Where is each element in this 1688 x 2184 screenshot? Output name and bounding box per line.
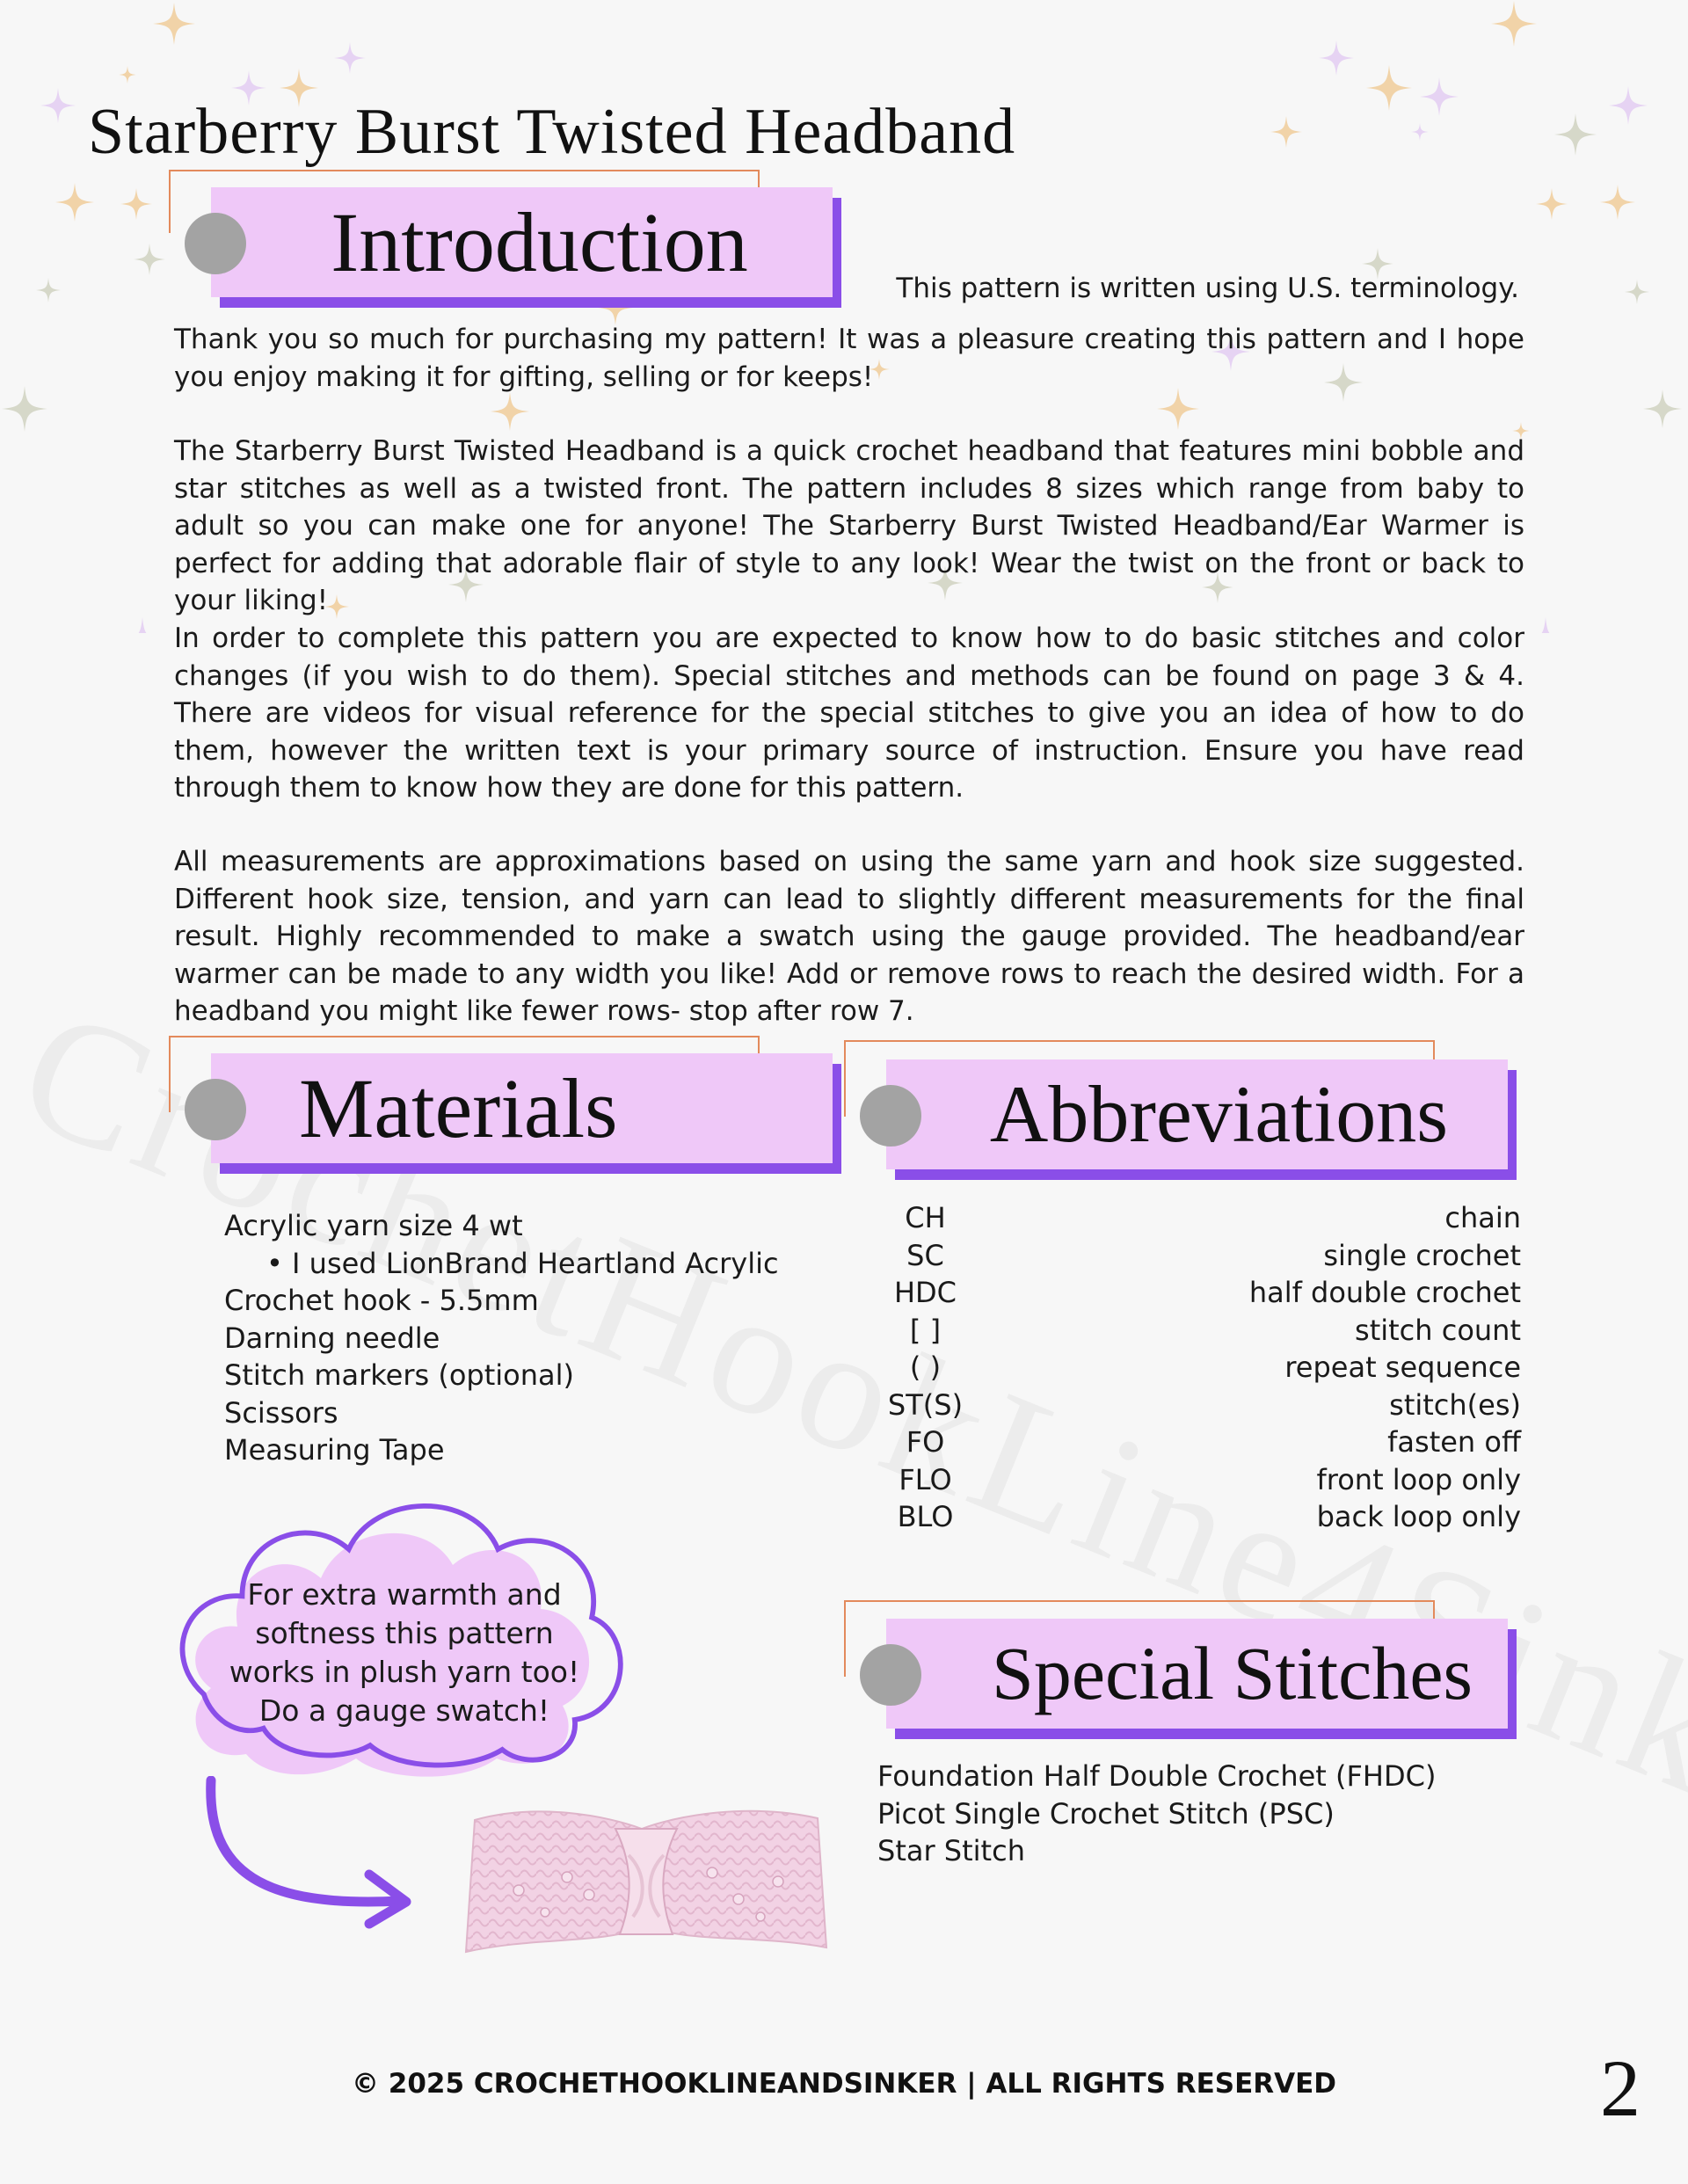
abbreviations-table	[875, 1199, 1521, 1536]
material-item: Stitch markers (optional)	[224, 1358, 575, 1392]
material-item: Measuring Tape	[224, 1433, 445, 1467]
special-stitch-item: Foundation Half Double Crochet (FHDC)	[877, 1759, 1437, 1793]
abbreviation: FLO	[899, 1462, 952, 1496]
abbreviations-heading: Abbreviations	[886, 1059, 1508, 1169]
abbreviation: SC	[906, 1238, 944, 1272]
abbreviation: FO	[906, 1425, 945, 1459]
special-stitch-item: Star Stitch	[877, 1834, 1025, 1867]
abbreviation: [ ]	[909, 1313, 942, 1347]
abbreviation-meaning: front loop only	[1316, 1462, 1521, 1496]
abbreviation: ( )	[909, 1350, 942, 1384]
abbreviation-meaning: half double crochet	[1248, 1276, 1521, 1309]
abbreviation-row	[875, 1274, 1521, 1312]
intro-paragraph: All measurements are approximations based on using the same yarn and hook size suggested. Different hook size, tension, and yarn can lead to slightly different measurements for the final result. Highly recommended to make a swatch using the gauge provided. The headband/ear warmer can be made to any width you like! Add or remove rows to reach the desired width. For a headband you might like fewer rows- stop after row 7.	[174, 846, 1524, 1027]
special-stitch-item: Picot Single Crochet Stitch (PSC)	[877, 1796, 1335, 1831]
intro-paragraph: The Starberry Burst Twisted Headband is a quick crochet headband that features mini bobble and star stitches as well as a twisted front. The pattern includes 8 sizes which range from baby to adult so you can make one for anyone! The Starberry Burst Twisted Headband/Ear Warmer is perfect for adding that adorable flair of style to any look! Wear the twist on the front or back to your liking!	[174, 435, 1524, 616]
abbreviation-row	[875, 1312, 1521, 1350]
abbreviation-row	[875, 1423, 1521, 1461]
materials-heading: Materials	[211, 1053, 833, 1163]
material-item: Crochet hook - 5.5mm	[224, 1284, 539, 1317]
copyright-footer: © 2025 CROCHETHOOKLINEANDSINKER | ALL RIGHTS RESERVED	[351, 2068, 1337, 2100]
abbreviation-row	[875, 1199, 1521, 1237]
special-stitches-heading: Special Stitches	[886, 1619, 1508, 1729]
headband-photo	[457, 1794, 844, 1969]
abbreviation-row	[875, 1349, 1521, 1387]
abbreviation-meaning: back loop only	[1316, 1500, 1521, 1533]
intro-paragraph: Thank you so much for purchasing my pattern! It was a pleasure creating this pattern and I hope you enjoy making it for gifting, selling or for keeps!	[174, 324, 1524, 393]
materials-list	[224, 1207, 779, 1469]
page-number: 2	[1600, 2043, 1641, 2133]
abbreviation: HDC	[893, 1276, 957, 1309]
abbreviation-meaning: single crochet	[1323, 1238, 1521, 1272]
intro-heading: Introduction	[211, 187, 833, 297]
bullet-dot	[860, 1085, 921, 1147]
abbreviation-row	[875, 1387, 1521, 1424]
special-stitches-list	[877, 1758, 1436, 1870]
abbreviation-meaning: chain	[1444, 1201, 1521, 1234]
abbreviation: CH	[905, 1201, 946, 1234]
abbreviation-meaning: stitch count	[1355, 1313, 1521, 1347]
intro-paragraph: In order to complete this pattern you are expected to know how to do basic stitches and color changes (if you wish to do them). Special stitches and methods can be found on page 3 & 4. There are videos for visual reference for the special stitches to give you an idea of how to do them, however the written text is your primary source of instruction. Ensure you have read through them to know how they are done for this pattern.	[174, 622, 1524, 804]
bullet-dot	[185, 213, 246, 274]
curved-arrow-icon	[193, 1776, 422, 1934]
material-item: Scissors	[224, 1395, 338, 1430]
abbreviation-row	[875, 1461, 1521, 1499]
abbreviation-meaning: stitch(es)	[1389, 1387, 1521, 1422]
abbreviation-row	[875, 1498, 1521, 1536]
tip-text: For extra warmth and softness this pattern works in plush yarn too! Do a gauge swatch!	[229, 1577, 580, 1728]
abbreviation: ST(S)	[887, 1387, 964, 1422]
abbreviation-meaning: repeat sequence	[1284, 1350, 1521, 1384]
bullet-dot	[185, 1079, 246, 1140]
bullet-dot	[860, 1644, 921, 1706]
abbreviation-meaning: fasten off	[1387, 1425, 1521, 1459]
material-item: Acrylic yarn size 4 wt	[224, 1209, 523, 1242]
abbreviation: BLO	[897, 1500, 954, 1533]
material-subitem: • I used LionBrand Heartland Acrylic	[266, 1246, 779, 1280]
abbreviation-row	[875, 1237, 1521, 1275]
material-item: Darning needle	[224, 1321, 440, 1355]
terminology-note: This pattern is written using U.S. terminology.	[896, 273, 1519, 304]
page-title: Starberry Burst Twisted Headband	[88, 96, 1016, 168]
